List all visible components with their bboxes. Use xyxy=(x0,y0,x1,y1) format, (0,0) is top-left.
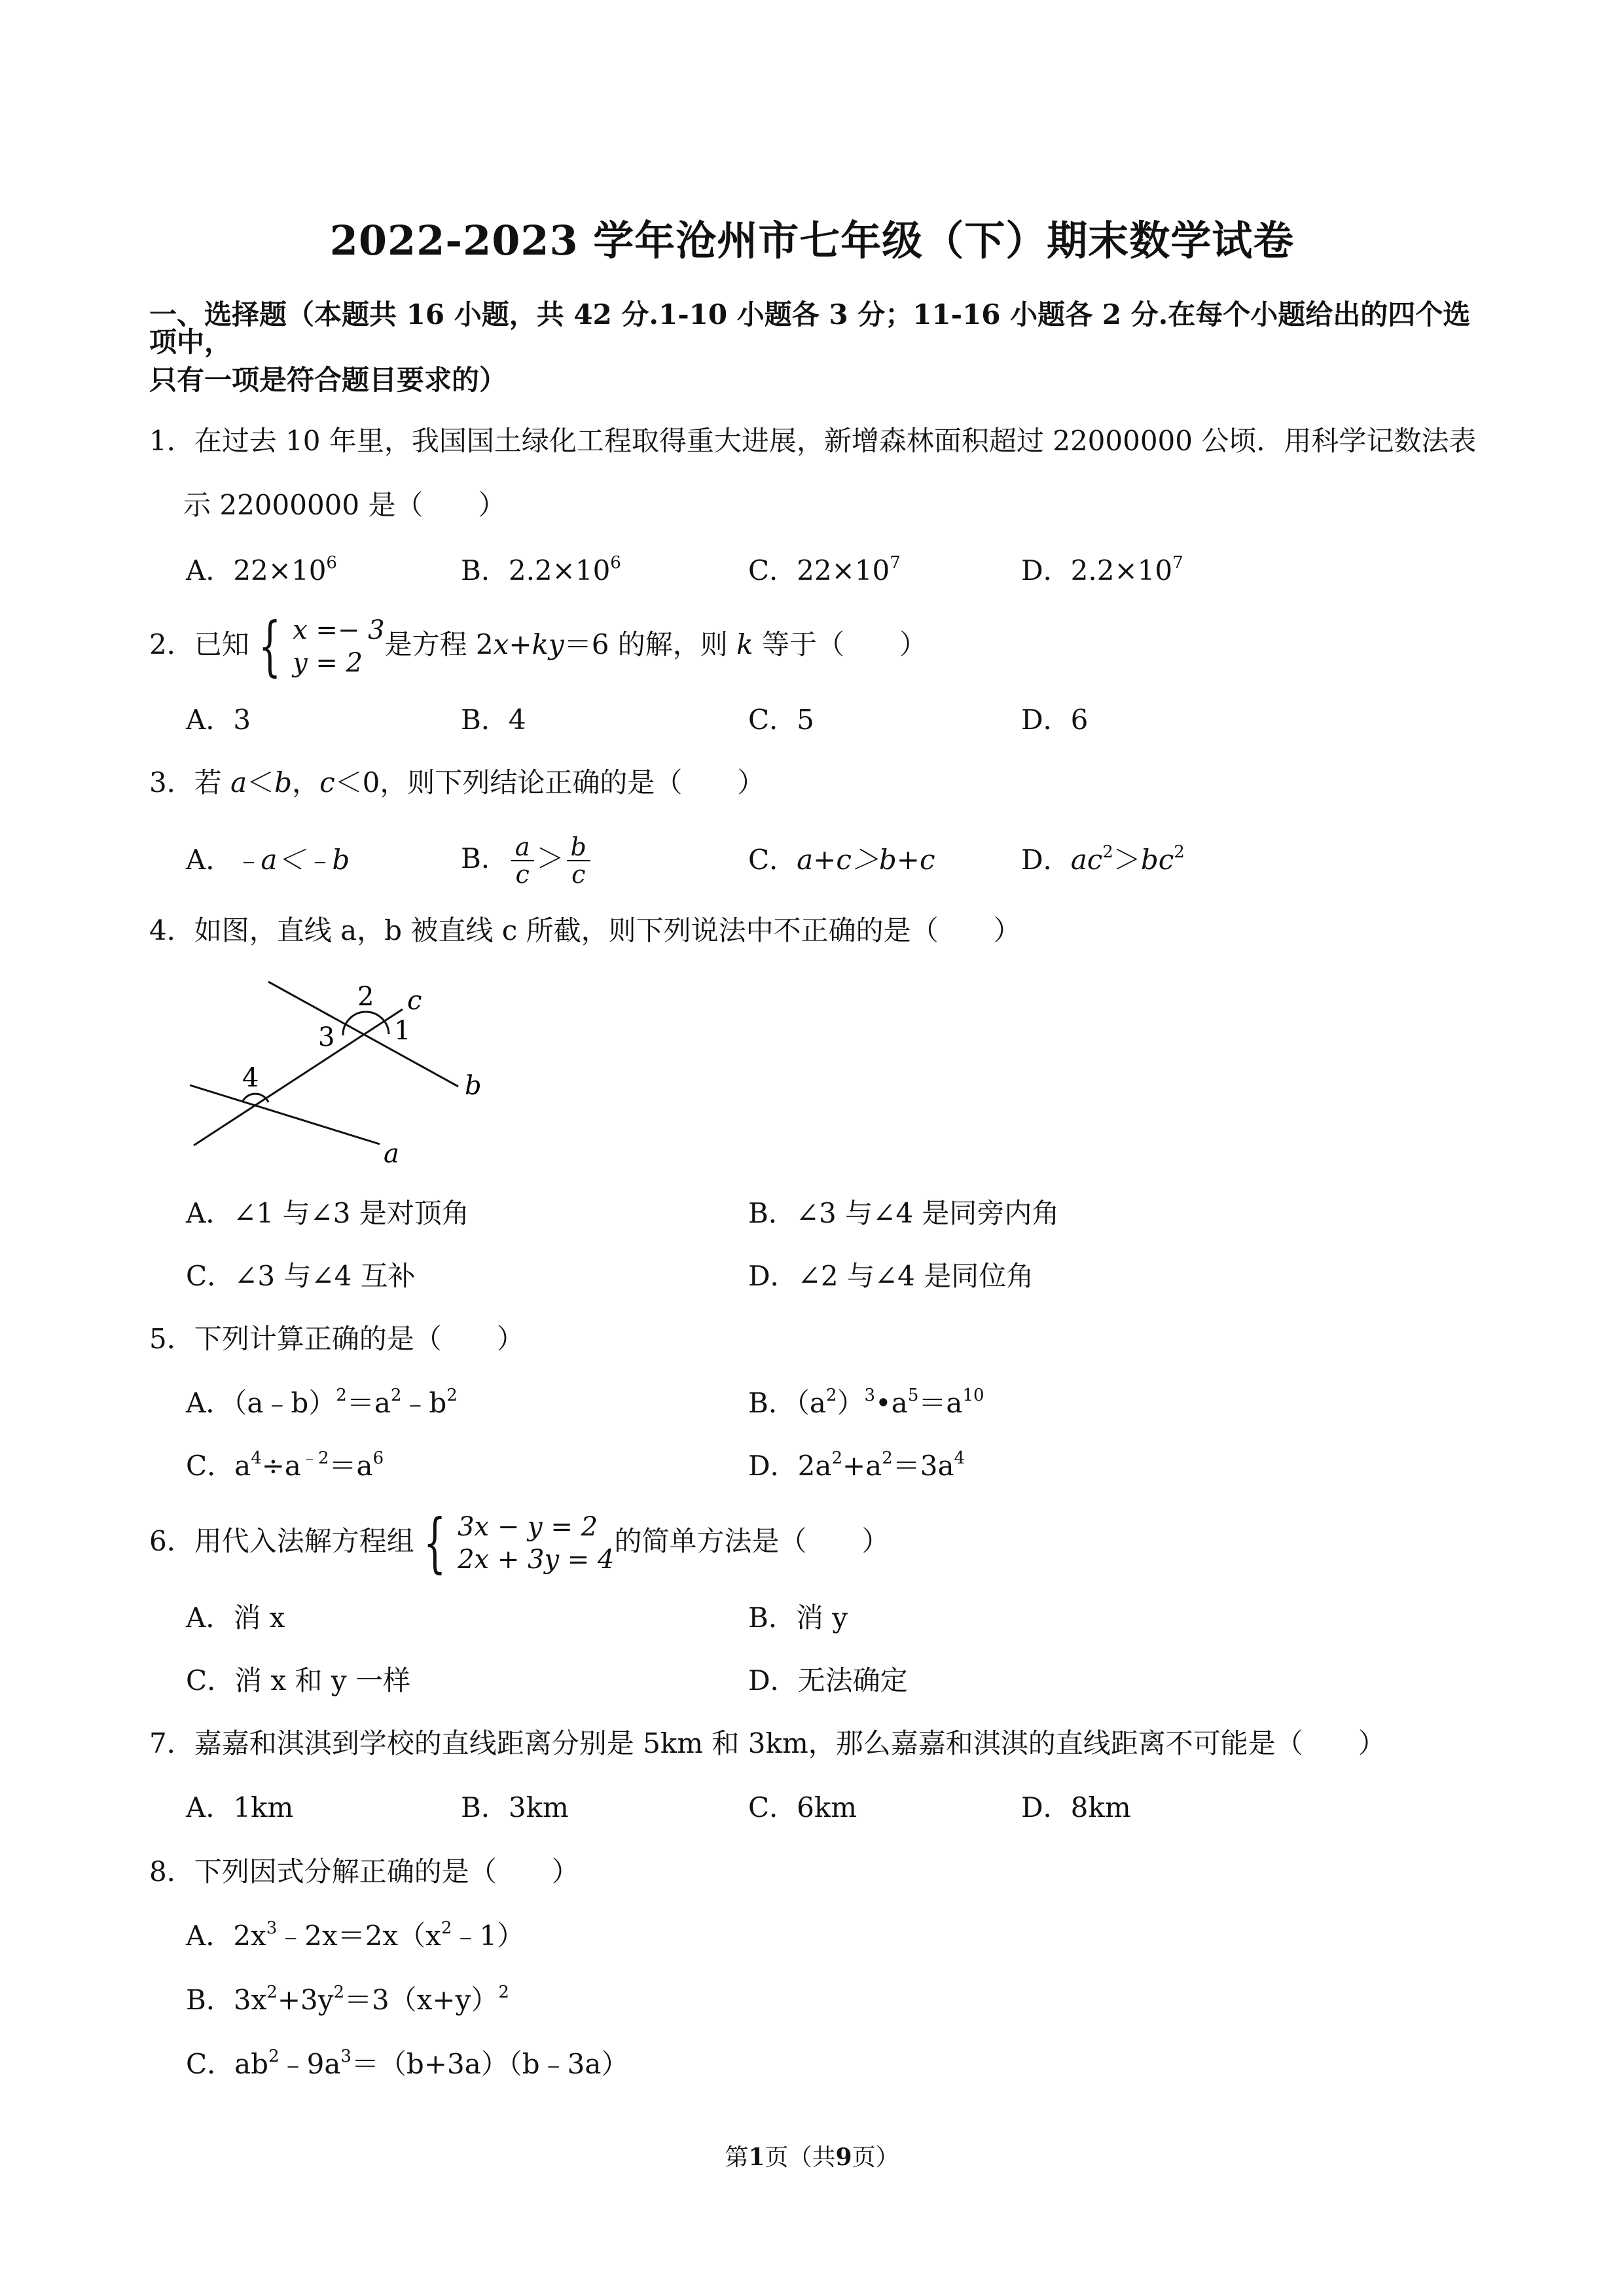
q6-option-b: B．消 y xyxy=(748,1602,848,1634)
label-b: b xyxy=(465,1071,482,1101)
q3-option-a: A．﹣a＜﹣b xyxy=(186,844,350,876)
label-a: a xyxy=(384,1139,399,1169)
q6-stem: 6．用代入法解方程组 { 3x − y = 2 2x + 3y = 4 的简单方法是（ ） xyxy=(149,1506,890,1581)
line-c xyxy=(194,1009,403,1145)
q3-option-b: B． $\frac{a}{c}$ ＞ $\frac{b}{c}$ xyxy=(461,826,593,891)
page-title: 2022-2023 学年沧州市七年级（下）期末数学试卷 xyxy=(329,217,1295,264)
q8-option-b: B．$3x^2+3y^2=3(x+y)^2$ xyxy=(186,1982,509,2016)
q2-option-b: B．4 xyxy=(461,704,526,736)
page-footer: 第1页（共9页） xyxy=(725,2144,899,2171)
q6-option-c: C．消 x 和 y 一样 xyxy=(186,1664,410,1696)
label-3: 3 xyxy=(318,1022,335,1052)
section-heading-line2: 只有一项是符合题目要求的） xyxy=(149,364,507,396)
label-2: 2 xyxy=(357,982,374,1012)
q2-option-c: C．5 xyxy=(748,704,814,736)
q5-option-c: C．$a^4\div a^{﹣2}=a^6$ xyxy=(186,1448,384,1482)
q8-stem: 8．下列因式分解正确的是（ ） xyxy=(149,1856,579,1888)
q6-equation-system: { 3x − y = 2 2x + 3y = 4 xyxy=(423,1506,615,1581)
q8-option-c: C．$ab^2﹣9a^3=(b+3a)(b﹣3a)$ xyxy=(186,2047,629,2080)
q3-option-d: D．$ac^2>bc^2$ xyxy=(1021,842,1185,876)
q6-option-a: A．消 x xyxy=(186,1602,285,1634)
q1-option-d: D．$2.2\times 10^7$ xyxy=(1021,553,1183,586)
q2-option-a: A．3 xyxy=(186,704,251,736)
q4-figure-intersecting-lines xyxy=(177,969,543,1178)
q6-option-d: D．无法确定 xyxy=(748,1664,908,1696)
q1-option-c: C．$22\times 10^7$ xyxy=(748,553,901,586)
label-c: c xyxy=(407,986,422,1016)
section-heading-line1: 一、选择题（本题共 16 小题，共 42 分.1-10 小题各 3 分；11-16 小题各 2 分.在每个小题给出的四个选项中， xyxy=(149,298,1471,358)
q2-option-d: D．6 xyxy=(1021,704,1089,736)
q4-option-a: A．∠1 与∠3 是对顶角 xyxy=(186,1197,469,1229)
q8-option-a: A．$2x^3﹣2x=2x(x^2﹣1)$ xyxy=(186,1918,525,1952)
q5-option-b: B．$(a^2)^3•a^5=a^{10}$ xyxy=(748,1386,984,1419)
angle-arc-4 xyxy=(242,1094,268,1102)
q1-option-a: A．$22\times 10^6$ xyxy=(186,553,337,586)
q2-stem: 2．已知 { x =− 3 y = 2 是方程 2x+ky＝6 的解，则 k 等于（ ） xyxy=(149,609,927,684)
q5-option-a: A．$(a﹣b)^2=a^2﹣b^2$ xyxy=(186,1386,458,1419)
q7-option-c: C．6km xyxy=(748,1791,857,1823)
q1-stem-line1: 1．在过去 10 年里，我国国土绿化工程取得重大进展，新增森林面积超过 22000000 公顷．用科学记数法表 xyxy=(149,425,1477,457)
label-1: 1 xyxy=(394,1016,411,1046)
q4-stem: 4．如图，直线 a，b 被直线 c 所截，则下列说法中不正确的是（ ） xyxy=(149,914,1021,946)
q3-option-c: C．a+c＞b+c xyxy=(748,844,935,876)
q4-option-b: B．∠3 与∠4 是同旁内角 xyxy=(748,1197,1060,1229)
q3-stem: 3．若 a＜b，c＜0，则下列结论正确的是（ ） xyxy=(149,766,765,798)
line-a xyxy=(190,1085,380,1144)
q7-option-d: D．8km xyxy=(1021,1791,1131,1823)
q5-stem: 5．下列计算正确的是（ ） xyxy=(149,1323,524,1355)
label-4: 4 xyxy=(242,1063,259,1093)
q1-stem-line2: 示 22000000 是（ ） xyxy=(183,489,506,521)
q7-option-b: B．3km xyxy=(461,1791,569,1823)
q4-option-d: D．∠2 与∠4 是同位角 xyxy=(748,1260,1034,1292)
q2-equation-system: { x =− 3 y = 2 xyxy=(258,609,385,684)
q7-option-a: A．1km xyxy=(186,1791,294,1823)
q5-option-d: D．$2a^2+a^2=3a^4$ xyxy=(748,1448,965,1482)
q1-option-b: B．$2.2\times 10^6$ xyxy=(461,553,621,586)
q7-stem: 7．嘉嘉和淇淇到学校的直线距离分别是 5km 和 3km，那么嘉嘉和淇淇的直线距离不可能是（ ） xyxy=(149,1727,1386,1759)
q4-option-c: C．∠3 与∠4 互补 xyxy=(186,1260,416,1292)
